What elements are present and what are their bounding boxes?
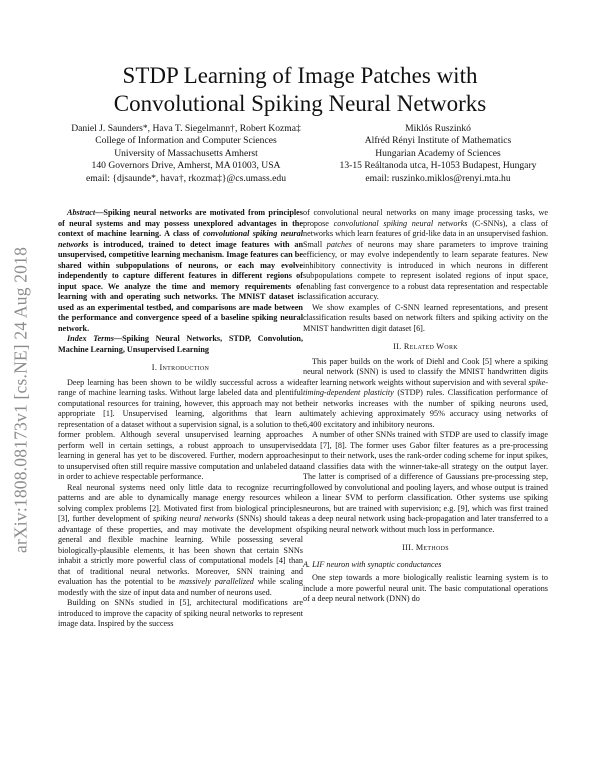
author-address: 13-15 Reáltanoda utca, H-1053 Budapest, Hungary — [339, 160, 537, 172]
index-terms — [58, 334, 303, 355]
intro-continued-paragraph — [303, 208, 548, 303]
intro-results-paragraph: We show examples of C-SNN learned representations, and present classification results based on network filters and spiking activity on the MNIST handwritten digit dataset [6]. — [303, 302, 548, 333]
intro-paragraph-2 — [58, 483, 303, 599]
title-line-1: STDP Learning of Image Patches with — [122, 63, 478, 88]
index-terms-text: —Spiking Neural Networks, STDP, Convolution, Machine Learning, Unsupervised Learning — [58, 334, 304, 354]
intro-p2-text-c: while scaling modestly with the size of input data and number of neurons used. — [58, 577, 303, 597]
section-heading-introduction: I. Introduction — [151, 363, 210, 372]
author-affiliation: College of Information and Computer Sciences — [95, 135, 277, 147]
section-heading-related-work: II. Related Work — [393, 342, 458, 351]
arxiv-identifier: arXiv:1808.08173v1 [cs.NE] 24 Aug 2018 — [10, 246, 31, 554]
intro-cont-text-a: of convolutional neural networks on many image processing tasks, we propose — [303, 208, 548, 228]
author-email: email: ruszinko.miklos@renyi.mta.hu — [365, 172, 511, 184]
abstract-label: Abstract — [67, 208, 96, 217]
author-address: 140 Governors Drive, Amherst, MA 01003, USA — [91, 160, 281, 172]
abstract-text-b: is introduced, trained to detect image features with an unsupervised, competitive learning mechanism. Image features can be shared within subpopulations of neurons, or each may evolve independently to capture different features in different regions of input space. We analyze the time and memory requirements of learning with and operating such networks. The MNIST dataset is used as an experimental testbed, and comparisons are made between the performance and convergence speed of a baseline spiking neural network. — [58, 239, 303, 333]
intro-p2-text-b: (SNNs) should take advantage of these properties, and may motivate the development of general and flexible machine learning. While possessing several biologically-plausible elements, it has been shown that certain SNNs inhabit a strictly more powerful class of computational models [4] than that of traditional neural networks. Moreover, SNN training and evaluation has the potential to be — [58, 514, 303, 586]
related-p1-text-a: This paper builds on the work of Diehl and Cook [5] where a spiking neural network (SNN) is used to classify the MNIST handwritten digits after learning network weights without supervision and with several — [303, 356, 548, 387]
index-terms-label: Index Terms — [67, 334, 114, 343]
author-academy: Hungarian Academy of Sciences — [375, 147, 501, 159]
left-column — [58, 208, 303, 630]
intro-paragraph-3: Building on SNNs studied in [5], architectural modifications are introduced to improve the capacity of spiking neural networks to represent image data. Inspired by the success — [58, 598, 303, 628]
title-line-2: Convolutional Spiking Neural Networks — [113, 91, 487, 116]
related-work-paragraph-2: A number of other SNNs trained with STDP are used to classify image data [7], [8]. The former uses Gabor filter features as a pre-processing input to their network, uses the rank-order coding scheme for input spikes, and classifies data with the winner-take-all strategy on the output layer. The latter is comprised of a difference of Gaussians pre-processing step, followed by convolutional and pooling layers, and whose output is trained on a linear SVM to perform classification. Other systems use spiking neurons, but are trained with supervision; e.g. [9], which was first trained as a deep neural network using back-propagation and later transferred to a spiking neural network without much loss in performance. — [303, 430, 548, 534]
methods-paragraph-1: One step towards a more biologically realistic learning system is to include a more powerful neural unit. The basic computational operations of a deep neural network (DNN) do — [303, 573, 548, 603]
arxiv-stamp — [6, 210, 36, 590]
abstract-emphasis: convolutional spiking neural networks — [58, 229, 303, 249]
intro-paragraph-1: Deep learning has been shown to be wildly successful across a wide range of machine learning tasks. Without large labeled data and plentiful computational resources for training, however, this approach may not be appropriate [1]. Unsupervised learning, algorithms that learn a representation of a dataset without a supervision signal, is a solution to the former problem. Although several unsupervised learning approaches perform well in certain settings, a robust approach to unsupervised learning in general has yet to be discovered. Further, modern approaches to unsupervised often still require massive computation and unlabeled data in order to achieve respectable performance. — [58, 377, 303, 481]
related-work-paragraph-1 — [303, 357, 548, 431]
author-affiliation: Alfréd Rényi Institute of Mathematics — [364, 135, 512, 147]
intro-p2-text-a: Real neuronal systems need only little data to recognize recurring patterns and are able to dynamically manage energy resources while solving complex problems [2]. Motivated first from biological principles [3], further development of — [58, 482, 303, 523]
intro-cont-emphasis-2: patches — [326, 239, 352, 249]
paper-title — [60, 62, 540, 118]
author-email: email: {djsaunde*, hava†, rkozma‡}@cs.umass.edu — [85, 172, 286, 184]
intro-p2-emphasis-2: massively parallelized — [179, 577, 254, 586]
author-block-umass — [52, 123, 320, 185]
author-name: Miklós Ruszinkó — [405, 123, 471, 134]
right-column — [303, 208, 548, 605]
subsection-heading-lif-neuron: A. LIF neuron with synaptic conductances — [303, 559, 442, 569]
author-block-renyi — [308, 123, 568, 185]
author-university: University of Massachusetts Amherst — [114, 147, 258, 159]
abstract — [58, 208, 303, 334]
intro-p2-emphasis-1: spiking neural networks — [152, 514, 234, 523]
intro-cont-emphasis-1: convolutional spiking neural networks — [333, 218, 468, 228]
abstract-text-a: —Spiking neural networks are motivated from principles of neural systems and may possess unexplored advantages in the context of machine learning. A class of — [58, 208, 303, 238]
intro-cont-text-b: (C-SNNs), a class of networks which learn features of grid-like data in an unsupervised fashion. Small — [303, 218, 549, 249]
section-heading-methods: III. Methods — [402, 543, 449, 552]
related-p1-text-b: (STDP) rules. Classification performance of their networks increases with the number of spiking neurons used, ultimately achieving approximately 95% accuracy using networks of 6,400 excitatory and inhibitory neurons. — [303, 388, 548, 429]
related-p1-emphasis: spike-timing-dependent plasticity — [303, 377, 548, 397]
intro-cont-text-c: of neurons may share parameters to improve training efficiency, or may evolve independently to learn separate features. New inhibitory connectivity is introduced in which neurons in different subpopulations compete to represent isolated regions of input space, enabling fast convergence to a robust data representation and respectable classification accuracy. — [303, 239, 548, 301]
author-names: Daniel J. Saunders*, Hava T. Siegelmann†, Robert Kozma‡ — [71, 123, 301, 134]
